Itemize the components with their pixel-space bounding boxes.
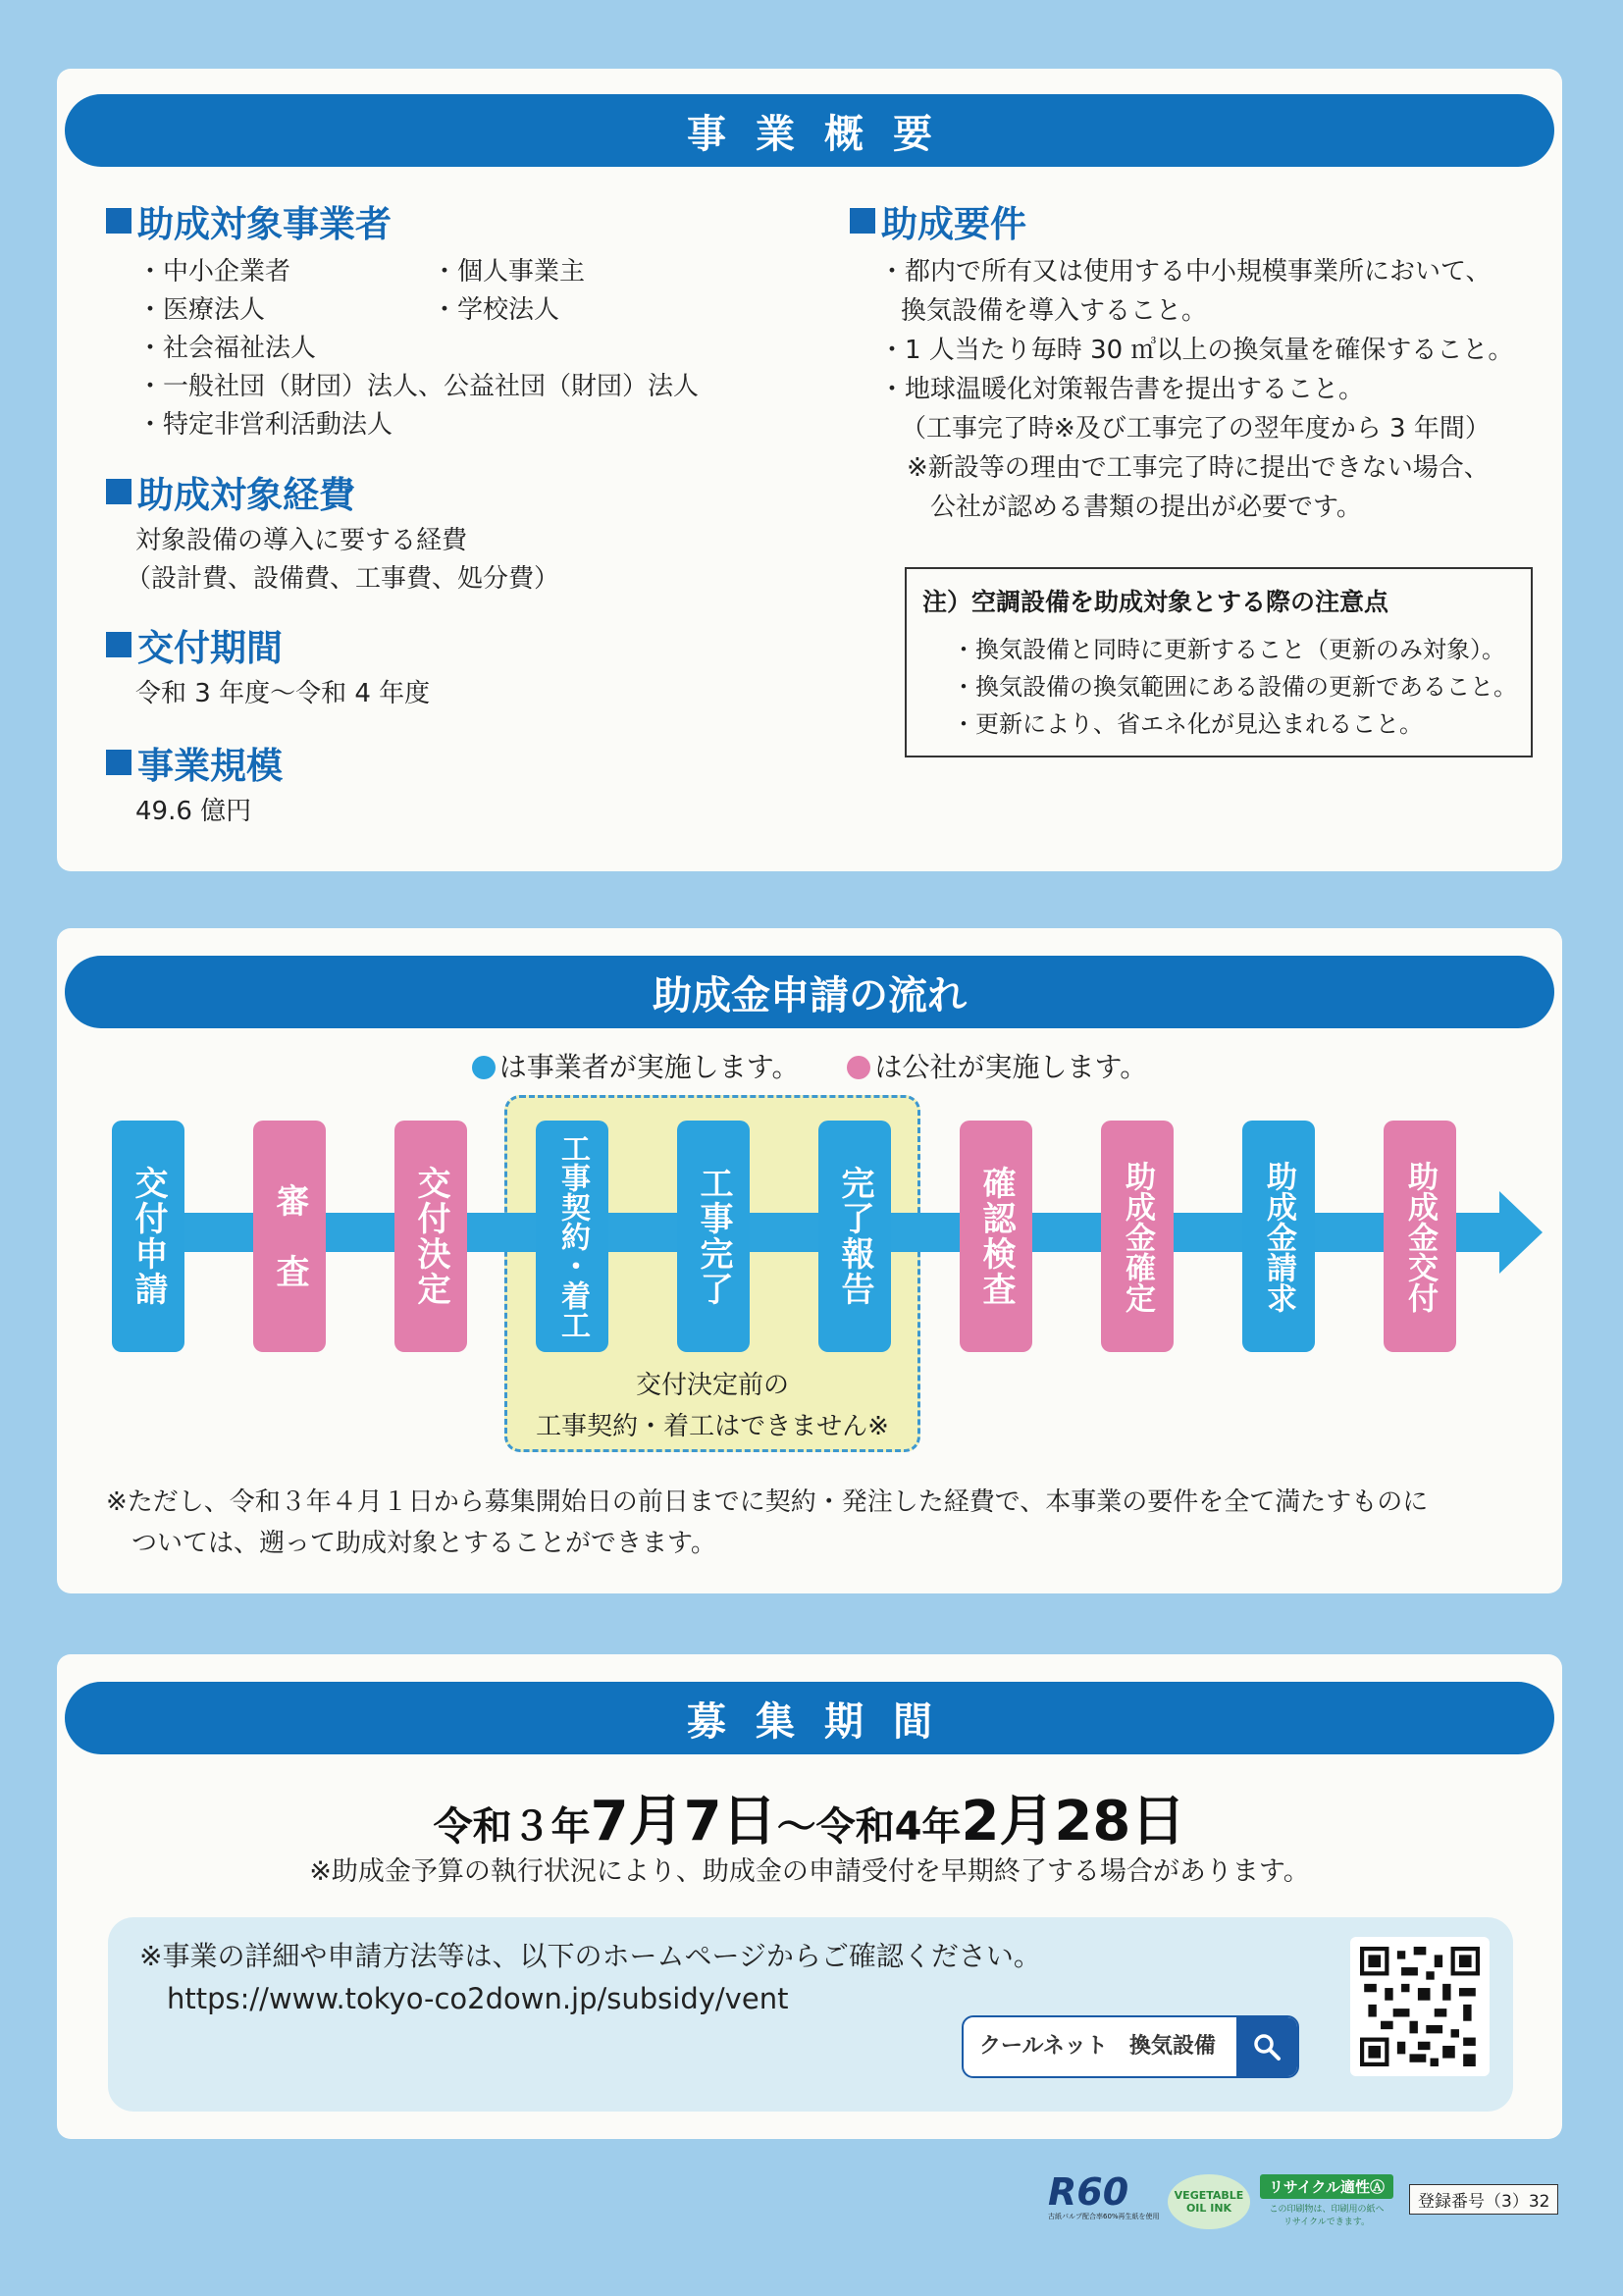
costs-line: 対象設備の導入に要する経費: [135, 526, 468, 555]
aircon-note-line: ・換気設備の換気範囲にある設備の更新であること。: [952, 673, 1517, 701]
requirement-line: 換気設備を導入すること。: [901, 296, 1208, 326]
caution-text: 交付決定前の: [635, 1371, 789, 1400]
blue-dot-icon: [472, 1056, 496, 1079]
recruit-dates: 令和３年7月7日～令和4年2月28日: [433, 1790, 1186, 1853]
flow-step: 審 査: [253, 1121, 326, 1352]
flow-step: 工事完了: [677, 1121, 750, 1352]
targets-heading: 助成対象事業者: [106, 194, 392, 247]
flow-panel: [57, 928, 1562, 1593]
recruit-panel: [57, 1654, 1562, 2139]
flow-banner: [65, 956, 1554, 1028]
recycle-logo: リサイクル適性Ⓐ この印刷物は、印刷用の紙へ リサイクルできます。: [1260, 2174, 1393, 2227]
period-value: 令和 3 年度～令和 4 年度: [135, 679, 431, 708]
vegetable-oil-ink-logo: VEGETABLE OIL INK: [1168, 2174, 1250, 2229]
recruit-title: 募集期間: [687, 1698, 962, 1745]
overview-banner: [65, 94, 1554, 167]
heading-marker: [850, 208, 875, 234]
recruit-note: ※助成金予算の執行状況により、助成金の申請受付を早期終了する場合があります。: [309, 1856, 1310, 1887]
search-button[interactable]: [1236, 2017, 1297, 2076]
target-item: ・医療法人: [137, 295, 266, 325]
flow-step: 助成金確定: [1101, 1121, 1174, 1352]
aircon-note-title: 注）空調設備を助成対象とする際の注意点: [922, 588, 1389, 616]
search-box[interactable]: [962, 2015, 1299, 2078]
pink-dot-icon: [847, 1056, 870, 1079]
search-icon: [1252, 2032, 1282, 2061]
target-item: ・学校法人: [432, 295, 560, 325]
requirement-line: ・地球温暖化対策報告書を提出すること。: [879, 375, 1365, 404]
requirement-line: （工事完了時※及び工事完了の翌年度から 3 年間）: [901, 414, 1491, 444]
arrow-right-icon: [1499, 1191, 1543, 1274]
overview-title: 事業概要: [687, 111, 962, 157]
flow-step: 交付決定: [394, 1121, 467, 1352]
target-item: ・社会福祉法人: [137, 334, 317, 363]
aircon-note-box: [905, 567, 1533, 757]
target-item: ・中小企業者: [137, 257, 291, 287]
costs-heading: 助成対象経費: [106, 465, 355, 518]
target-item: ・一般社団（財団）法人、公益社団（財団）法人: [137, 372, 700, 401]
qr-code[interactable]: [1350, 1937, 1490, 2076]
aircon-note-line: ・換気設備と同時に更新すること（更新のみ対象）。: [952, 636, 1505, 663]
r60-logo: R60 古紙パルプ配合率60%再生紙を使用: [1048, 2170, 1160, 2220]
requirement-line: ・都内で所有又は使用する中小規模事業所において、: [879, 257, 1492, 287]
caution-text: 工事契約・着工はできません※: [536, 1412, 889, 1441]
qr-code-icon: [1360, 1947, 1480, 2066]
flow-title: 助成金申請の流れ: [653, 972, 967, 1018]
website-note: ※事業の詳細や申請方法等は、以下のホームページからご確認ください。: [139, 1940, 1041, 1972]
requirement-line: ・1 人当たり毎時 30 ㎥以上の換気量を確保すること。: [879, 336, 1514, 365]
scale-value: 49.6 億円: [135, 797, 252, 826]
target-item: ・特定非営利活動法人: [137, 410, 393, 440]
scale-heading: 事業規模: [106, 736, 283, 789]
heading-marker: [106, 208, 131, 234]
recruit-banner: [65, 1682, 1554, 1754]
requirement-line: ※新設等の理由で工事完了時に提出できない場合、: [907, 453, 1490, 483]
heading-marker: [106, 750, 131, 775]
flow-step: 助成金請求: [1242, 1121, 1315, 1352]
flow-step: 完了報告: [818, 1121, 891, 1352]
target-item: ・個人事業主: [432, 257, 586, 287]
flow-legend: は事業者が実施します。 は公社が実施します。: [57, 1046, 1562, 1085]
flow-footnote: ついては、遡って助成対象とすることができます。: [131, 1529, 716, 1558]
heading-marker: [106, 632, 131, 657]
heading-marker: [106, 479, 131, 504]
website-url[interactable]: https://www.tokyo-co2down.jp/subsidy/vent: [167, 1982, 789, 2015]
website-info-box: [108, 1917, 1513, 2112]
registration-number: 登録番号（3）32: [1409, 2184, 1558, 2215]
flow-step: 助成金交付: [1384, 1121, 1456, 1352]
costs-line: （設計費、設備費、工事費、処分費）: [126, 564, 560, 594]
aircon-note-line: ・更新により、省エネ化が見込まれること。: [952, 710, 1423, 738]
requirements-heading: 助成要件: [850, 194, 1026, 247]
flow-step: 確認検査: [960, 1121, 1032, 1352]
flow-step: 工事契約・着工: [536, 1121, 608, 1352]
flow-footnote: ※ただし、令和３年４月１日から募集開始日の前日までに契約・発注した経費で、本事業の要件を全て満たすものに: [106, 1487, 1429, 1517]
requirement-line: 公社が認める書類の提出が必要です。: [930, 493, 1362, 522]
period-heading: 交付期間: [106, 618, 283, 671]
flow-step: 交付申請: [112, 1121, 184, 1352]
search-text: クールネット 換気設備: [979, 2034, 1216, 2059]
overview-panel: [57, 69, 1562, 871]
